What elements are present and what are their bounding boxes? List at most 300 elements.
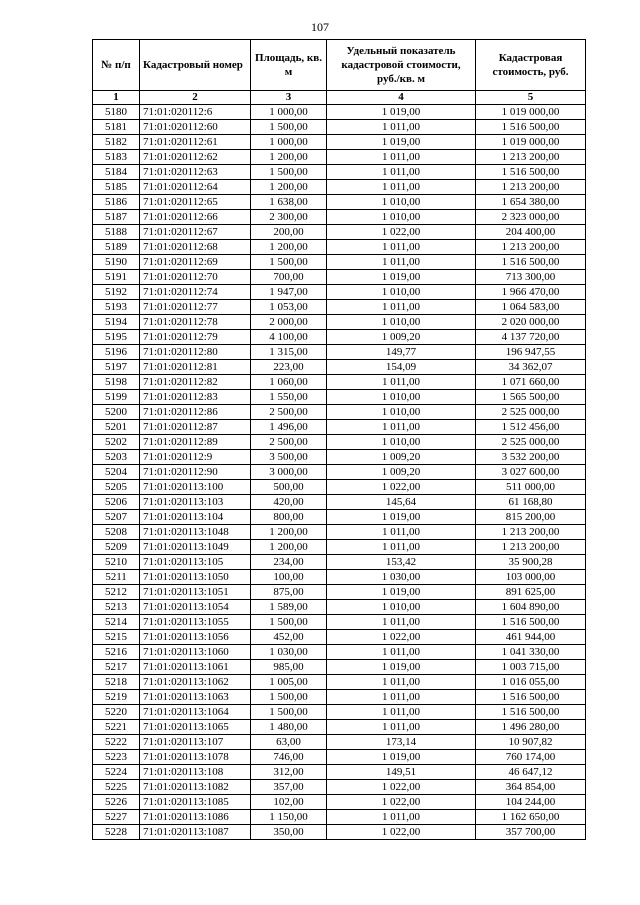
- cadastral-value-cell: 104 244,00: [476, 795, 586, 810]
- unit-value-cell: 1 011,00: [327, 420, 476, 435]
- row-number-cell: 5208: [93, 525, 140, 540]
- area-cell: 1 947,00: [251, 285, 327, 300]
- row-number-cell: 5184: [93, 165, 140, 180]
- area-cell: 1 200,00: [251, 180, 327, 195]
- table-row: [93, 690, 586, 705]
- unit-value-cell: 1 019,00: [327, 135, 476, 150]
- table-row: [93, 195, 586, 210]
- cadastral-value-cell: 1 966 470,00: [476, 285, 586, 300]
- table-row: [93, 495, 586, 510]
- cadastral-value-cell: 1 019 000,00: [476, 135, 586, 150]
- cadastral-value-cell: 3 532 200,00: [476, 450, 586, 465]
- table-row: [93, 225, 586, 240]
- cadastral-number-cell: 71:01:020112:74: [140, 285, 251, 300]
- cadastral-value-cell: 1 516 500,00: [476, 705, 586, 720]
- area-cell: 357,00: [251, 780, 327, 795]
- area-cell: 1 500,00: [251, 705, 327, 720]
- cadastral-value-cell: 1 213 200,00: [476, 540, 586, 555]
- unit-value-cell: 1 010,00: [327, 390, 476, 405]
- area-cell: 1 200,00: [251, 150, 327, 165]
- unit-value-cell: 1 011,00: [327, 165, 476, 180]
- table-row: [93, 765, 586, 780]
- unit-value-cell: 1 011,00: [327, 525, 476, 540]
- row-number-cell: 5183: [93, 150, 140, 165]
- table-row: [93, 105, 586, 120]
- header-row: [93, 40, 586, 91]
- cadastral-value-cell: 1 213 200,00: [476, 180, 586, 195]
- cadastral-value-cell: 1 016 055,00: [476, 675, 586, 690]
- cadastral-number-cell: 71:01:020113:1065: [140, 720, 251, 735]
- cadastral-value-cell: 1 213 200,00: [476, 240, 586, 255]
- unit-value-cell: 1 011,00: [327, 300, 476, 315]
- unit-value-cell: 145,64: [327, 495, 476, 510]
- table-row: [93, 255, 586, 270]
- row-number-cell: 5187: [93, 210, 140, 225]
- table-row: [93, 750, 586, 765]
- table-row: [93, 405, 586, 420]
- cadastral-number-cell: 71:01:020113:1062: [140, 675, 251, 690]
- unit-value-cell: 1 022,00: [327, 825, 476, 840]
- cadastral-number-cell: 71:01:020113:100: [140, 480, 251, 495]
- area-cell: 1 550,00: [251, 390, 327, 405]
- cadastral-number-cell: 71:01:020113:107: [140, 735, 251, 750]
- area-cell: 1 500,00: [251, 255, 327, 270]
- cadastral-value-cell: 196 947,55: [476, 345, 586, 360]
- area-cell: 2 300,00: [251, 210, 327, 225]
- area-cell: 746,00: [251, 750, 327, 765]
- column-number: 2: [140, 91, 251, 105]
- area-cell: 1 500,00: [251, 690, 327, 705]
- area-cell: 1 496,00: [251, 420, 327, 435]
- header-cadastral-value: Кадастровая стоимость, руб.: [476, 40, 586, 91]
- unit-value-cell: 1 011,00: [327, 375, 476, 390]
- table-row: [93, 705, 586, 720]
- cadastral-number-cell: 71:01:020113:1086: [140, 810, 251, 825]
- table-row: [93, 420, 586, 435]
- unit-value-cell: 1 011,00: [327, 150, 476, 165]
- cadastral-value-cell: 46 647,12: [476, 765, 586, 780]
- unit-value-cell: 153,42: [327, 555, 476, 570]
- cadastral-number-cell: 71:01:020112:6: [140, 105, 251, 120]
- row-number-cell: 5217: [93, 660, 140, 675]
- table-row: [93, 660, 586, 675]
- table-row: [93, 525, 586, 540]
- table-row: [93, 165, 586, 180]
- cadastral-number-cell: 71:01:020112:86: [140, 405, 251, 420]
- cadastral-value-cell: 1 019 000,00: [476, 105, 586, 120]
- cadastral-number-cell: 71:01:020112:89: [140, 435, 251, 450]
- table-row: [93, 795, 586, 810]
- table-row: [93, 645, 586, 660]
- unit-value-cell: 1 011,00: [327, 810, 476, 825]
- table-row: [93, 180, 586, 195]
- unit-value-cell: 1 011,00: [327, 255, 476, 270]
- unit-value-cell: 1 019,00: [327, 105, 476, 120]
- row-number-cell: 5205: [93, 480, 140, 495]
- row-number-cell: 5225: [93, 780, 140, 795]
- row-number-cell: 5210: [93, 555, 140, 570]
- cadastral-number-cell: 71:01:020112:60: [140, 120, 251, 135]
- cadastral-number-cell: 71:01:020113:1055: [140, 615, 251, 630]
- unit-value-cell: 1 022,00: [327, 630, 476, 645]
- unit-value-cell: 1 022,00: [327, 795, 476, 810]
- unit-value-cell: 1 022,00: [327, 225, 476, 240]
- unit-value-cell: 1 010,00: [327, 195, 476, 210]
- cadastral-value-cell: 1 516 500,00: [476, 255, 586, 270]
- area-cell: 4 100,00: [251, 330, 327, 345]
- table-row: [93, 480, 586, 495]
- table-row: [93, 735, 586, 750]
- cadastral-value-cell: 2 525 000,00: [476, 405, 586, 420]
- table-row: [93, 345, 586, 360]
- unit-value-cell: 1 010,00: [327, 600, 476, 615]
- cadastral-value-cell: 1 071 660,00: [476, 375, 586, 390]
- cadastral-value-cell: 1 654 380,00: [476, 195, 586, 210]
- row-number-cell: 5228: [93, 825, 140, 840]
- unit-value-cell: 149,77: [327, 345, 476, 360]
- cadastral-value-cell: 1 064 583,00: [476, 300, 586, 315]
- unit-value-cell: 1 011,00: [327, 675, 476, 690]
- area-cell: 1 638,00: [251, 195, 327, 210]
- unit-value-cell: 1 011,00: [327, 180, 476, 195]
- cadastral-value-cell: 34 362,07: [476, 360, 586, 375]
- area-cell: 100,00: [251, 570, 327, 585]
- cadastral-number-cell: 71:01:020112:90: [140, 465, 251, 480]
- row-number-cell: 5204: [93, 465, 140, 480]
- unit-value-cell: 1 011,00: [327, 540, 476, 555]
- row-number-cell: 5185: [93, 180, 140, 195]
- unit-value-cell: 1 019,00: [327, 270, 476, 285]
- table-row: [93, 330, 586, 345]
- cadastral-number-cell: 71:01:020112:78: [140, 315, 251, 330]
- unit-value-cell: 173,14: [327, 735, 476, 750]
- row-number-cell: 5196: [93, 345, 140, 360]
- table-row: [93, 780, 586, 795]
- table-row: [93, 675, 586, 690]
- header-cadastral-number: Кадастровый номер: [140, 40, 251, 91]
- cadastral-value-cell: 2 323 000,00: [476, 210, 586, 225]
- cadastral-number-cell: 71:01:020112:83: [140, 390, 251, 405]
- unit-value-cell: 1 011,00: [327, 120, 476, 135]
- area-cell: 350,00: [251, 825, 327, 840]
- row-number-cell: 5227: [93, 810, 140, 825]
- table-row: [93, 585, 586, 600]
- area-cell: 1 200,00: [251, 525, 327, 540]
- column-number: 5: [476, 91, 586, 105]
- cadastral-number-cell: 71:01:020112:9: [140, 450, 251, 465]
- table-row: [93, 315, 586, 330]
- row-number-cell: 5192: [93, 285, 140, 300]
- row-number-cell: 5221: [93, 720, 140, 735]
- row-number-cell: 5199: [93, 390, 140, 405]
- header-area: Площадь, кв. м: [251, 40, 327, 91]
- table-row: [93, 435, 586, 450]
- row-number-cell: 5223: [93, 750, 140, 765]
- area-cell: 234,00: [251, 555, 327, 570]
- cadastral-number-cell: 71:01:020112:82: [140, 375, 251, 390]
- row-number-cell: 5181: [93, 120, 140, 135]
- cadastral-value-cell: 1 213 200,00: [476, 525, 586, 540]
- cadastral-value-cell: 2 020 000,00: [476, 315, 586, 330]
- unit-value-cell: 1 030,00: [327, 570, 476, 585]
- cadastral-number-cell: 71:01:020112:62: [140, 150, 251, 165]
- table-row: [93, 135, 586, 150]
- cadastral-value-cell: 1 565 500,00: [476, 390, 586, 405]
- cadastral-number-cell: 71:01:020112:81: [140, 360, 251, 375]
- unit-value-cell: 1 019,00: [327, 510, 476, 525]
- column-number-row: [93, 91, 586, 105]
- area-cell: 985,00: [251, 660, 327, 675]
- cadastral-value-cell: 1 213 200,00: [476, 150, 586, 165]
- area-cell: 2 000,00: [251, 315, 327, 330]
- cadastral-number-cell: 71:01:020113:1054: [140, 600, 251, 615]
- table-row: [93, 210, 586, 225]
- table-row: [93, 360, 586, 375]
- cadastral-value-cell: 1 003 715,00: [476, 660, 586, 675]
- table-row: [93, 825, 586, 840]
- row-number-cell: 5194: [93, 315, 140, 330]
- unit-value-cell: 154,09: [327, 360, 476, 375]
- unit-value-cell: 1 010,00: [327, 315, 476, 330]
- unit-value-cell: 1 010,00: [327, 210, 476, 225]
- unit-value-cell: 1 011,00: [327, 615, 476, 630]
- row-number-cell: 5180: [93, 105, 140, 120]
- row-number-cell: 5198: [93, 375, 140, 390]
- cadastral-number-cell: 71:01:020113:1082: [140, 780, 251, 795]
- area-cell: 1 500,00: [251, 120, 327, 135]
- cadastral-number-cell: 71:01:020112:87: [140, 420, 251, 435]
- row-number-cell: 5186: [93, 195, 140, 210]
- area-cell: 2 500,00: [251, 405, 327, 420]
- area-cell: 1 500,00: [251, 615, 327, 630]
- row-number-cell: 5189: [93, 240, 140, 255]
- column-number: 3: [251, 91, 327, 105]
- header-row-number: № п/п: [93, 40, 140, 91]
- row-number-cell: 5222: [93, 735, 140, 750]
- row-number-cell: 5213: [93, 600, 140, 615]
- cadastral-number-cell: 71:01:020113:1061: [140, 660, 251, 675]
- row-number-cell: 5188: [93, 225, 140, 240]
- table-row: [93, 465, 586, 480]
- row-number-cell: 5190: [93, 255, 140, 270]
- row-number-cell: 5224: [93, 765, 140, 780]
- table-row: [93, 540, 586, 555]
- area-cell: 1 150,00: [251, 810, 327, 825]
- unit-value-cell: 1 022,00: [327, 780, 476, 795]
- cadastral-number-cell: 71:01:020113:105: [140, 555, 251, 570]
- row-number-cell: 5214: [93, 615, 140, 630]
- cadastral-value-cell: 61 168,80: [476, 495, 586, 510]
- row-number-cell: 5215: [93, 630, 140, 645]
- cadastral-value-cell: 1 512 456,00: [476, 420, 586, 435]
- row-number-cell: 5182: [93, 135, 140, 150]
- cadastral-number-cell: 71:01:020113:1056: [140, 630, 251, 645]
- area-cell: 875,00: [251, 585, 327, 600]
- cadastral-value-cell: 4 137 720,00: [476, 330, 586, 345]
- cadastral-value-cell: 713 300,00: [476, 270, 586, 285]
- header-unit-value: Удельный показатель кадастровой стоимости, руб./кв. м: [327, 40, 476, 91]
- unit-value-cell: 1 019,00: [327, 750, 476, 765]
- cadastral-value-cell: 2 525 000,00: [476, 435, 586, 450]
- cadastral-number-cell: 71:01:020113:1064: [140, 705, 251, 720]
- row-number-cell: 5202: [93, 435, 140, 450]
- area-cell: 420,00: [251, 495, 327, 510]
- row-number-cell: 5226: [93, 795, 140, 810]
- cadastral-value-cell: 364 854,00: [476, 780, 586, 795]
- cadastral-value-cell: 461 944,00: [476, 630, 586, 645]
- cadastral-value-cell: 1 162 650,00: [476, 810, 586, 825]
- cadastral-number-cell: 71:01:020112:79: [140, 330, 251, 345]
- unit-value-cell: 1 011,00: [327, 645, 476, 660]
- area-cell: 1 500,00: [251, 165, 327, 180]
- area-cell: 1 589,00: [251, 600, 327, 615]
- cadastral-value-cell: 1 516 500,00: [476, 615, 586, 630]
- cadastral-value-cell: 204 400,00: [476, 225, 586, 240]
- area-cell: 452,00: [251, 630, 327, 645]
- cadastral-number-cell: 71:01:020113:104: [140, 510, 251, 525]
- area-cell: 223,00: [251, 360, 327, 375]
- unit-value-cell: 1 009,20: [327, 465, 476, 480]
- table-row: [93, 615, 586, 630]
- table-row: [93, 300, 586, 315]
- area-cell: 800,00: [251, 510, 327, 525]
- table-row: [93, 240, 586, 255]
- area-cell: 1 315,00: [251, 345, 327, 360]
- cadastral-number-cell: 71:01:020112:63: [140, 165, 251, 180]
- table-row: [93, 570, 586, 585]
- table-row: [93, 630, 586, 645]
- cadastral-value-cell: 1 516 500,00: [476, 690, 586, 705]
- cadastral-number-cell: 71:01:020113:1048: [140, 525, 251, 540]
- column-number: 1: [93, 91, 140, 105]
- unit-value-cell: 1 010,00: [327, 405, 476, 420]
- unit-value-cell: 1 019,00: [327, 660, 476, 675]
- cadastral-number-cell: 71:01:020113:1051: [140, 585, 251, 600]
- table-row: [93, 375, 586, 390]
- cadastral-number-cell: 71:01:020113:108: [140, 765, 251, 780]
- unit-value-cell: 1 009,20: [327, 330, 476, 345]
- cadastral-number-cell: 71:01:020112:69: [140, 255, 251, 270]
- table-row: [93, 510, 586, 525]
- cadastral-number-cell: 71:01:020113:1087: [140, 825, 251, 840]
- cadastral-value-cell: 1 516 500,00: [476, 120, 586, 135]
- row-number-cell: 5201: [93, 420, 140, 435]
- row-number-cell: 5218: [93, 675, 140, 690]
- table-row: [93, 810, 586, 825]
- cadastral-number-cell: 71:01:020112:66: [140, 210, 251, 225]
- row-number-cell: 5207: [93, 510, 140, 525]
- cadastral-value-cell: 3 027 600,00: [476, 465, 586, 480]
- table-body: [93, 105, 586, 840]
- cadastral-number-cell: 71:01:020112:80: [140, 345, 251, 360]
- area-cell: 500,00: [251, 480, 327, 495]
- cadastral-number-cell: 71:01:020113:1049: [140, 540, 251, 555]
- cadastral-number-cell: 71:01:020112:65: [140, 195, 251, 210]
- row-number-cell: 5195: [93, 330, 140, 345]
- table-row: [93, 720, 586, 735]
- unit-value-cell: 1 019,00: [327, 585, 476, 600]
- row-number-cell: 5200: [93, 405, 140, 420]
- table-row: [93, 285, 586, 300]
- area-cell: 1 200,00: [251, 540, 327, 555]
- cadastral-value-cell: 891 625,00: [476, 585, 586, 600]
- unit-value-cell: 149,51: [327, 765, 476, 780]
- area-cell: 1 005,00: [251, 675, 327, 690]
- unit-value-cell: 1 009,20: [327, 450, 476, 465]
- table-row: [93, 600, 586, 615]
- page-number: 107: [311, 20, 329, 34]
- area-cell: 1 030,00: [251, 645, 327, 660]
- area-cell: 1 060,00: [251, 375, 327, 390]
- column-number: 4: [327, 91, 476, 105]
- row-number-cell: 5209: [93, 540, 140, 555]
- cadastral-number-cell: 71:01:020112:67: [140, 225, 251, 240]
- cadastral-value-table: [92, 39, 586, 840]
- area-cell: 63,00: [251, 735, 327, 750]
- unit-value-cell: 1 011,00: [327, 240, 476, 255]
- cadastral-value-cell: 103 000,00: [476, 570, 586, 585]
- area-cell: 3 000,00: [251, 465, 327, 480]
- unit-value-cell: 1 010,00: [327, 435, 476, 450]
- cadastral-value-cell: 35 900,28: [476, 555, 586, 570]
- row-number-cell: 5212: [93, 585, 140, 600]
- cadastral-number-cell: 71:01:020112:70: [140, 270, 251, 285]
- unit-value-cell: 1 011,00: [327, 705, 476, 720]
- cadastral-number-cell: 71:01:020113:1085: [140, 795, 251, 810]
- area-cell: 312,00: [251, 765, 327, 780]
- cadastral-value-cell: 1 496 280,00: [476, 720, 586, 735]
- area-cell: 2 500,00: [251, 435, 327, 450]
- area-cell: 1 480,00: [251, 720, 327, 735]
- cadastral-number-cell: 71:01:020113:1063: [140, 690, 251, 705]
- table-row: [93, 270, 586, 285]
- row-number-cell: 5197: [93, 360, 140, 375]
- row-number-cell: 5216: [93, 645, 140, 660]
- area-cell: 1 053,00: [251, 300, 327, 315]
- area-cell: 3 500,00: [251, 450, 327, 465]
- cadastral-value-cell: 815 200,00: [476, 510, 586, 525]
- row-number-cell: 5206: [93, 495, 140, 510]
- cadastral-value-cell: 760 174,00: [476, 750, 586, 765]
- cadastral-value-cell: 511 000,00: [476, 480, 586, 495]
- table-row: [93, 150, 586, 165]
- unit-value-cell: 1 010,00: [327, 285, 476, 300]
- cadastral-value-cell: 357 700,00: [476, 825, 586, 840]
- cadastral-number-cell: 71:01:020113:103: [140, 495, 251, 510]
- unit-value-cell: 1 011,00: [327, 690, 476, 705]
- unit-value-cell: 1 022,00: [327, 480, 476, 495]
- cadastral-number-cell: 71:01:020113:1050: [140, 570, 251, 585]
- unit-value-cell: 1 011,00: [327, 720, 476, 735]
- cadastral-number-cell: 71:01:020112:61: [140, 135, 251, 150]
- area-cell: 200,00: [251, 225, 327, 240]
- row-number-cell: 5220: [93, 705, 140, 720]
- cadastral-value-cell: 1 041 330,00: [476, 645, 586, 660]
- table-row: [93, 450, 586, 465]
- table-row: [93, 120, 586, 135]
- cadastral-value-cell: 1 604 890,00: [476, 600, 586, 615]
- cadastral-number-cell: 71:01:020112:77: [140, 300, 251, 315]
- cadastral-number-cell: 71:01:020112:68: [140, 240, 251, 255]
- cadastral-number-cell: 71:01:020112:64: [140, 180, 251, 195]
- row-number-cell: 5211: [93, 570, 140, 585]
- cadastral-number-cell: 71:01:020113:1078: [140, 750, 251, 765]
- area-cell: 700,00: [251, 270, 327, 285]
- cadastral-value-cell: 1 516 500,00: [476, 165, 586, 180]
- table-row: [93, 555, 586, 570]
- cadastral-number-cell: 71:01:020113:1060: [140, 645, 251, 660]
- area-cell: 102,00: [251, 795, 327, 810]
